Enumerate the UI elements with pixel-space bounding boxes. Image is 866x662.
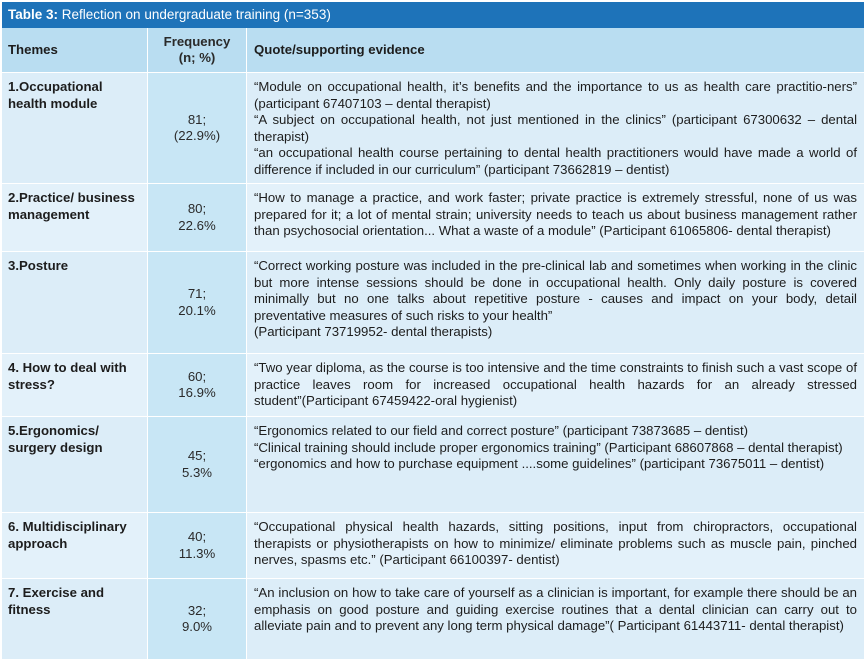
row-quotes xyxy=(247,513,864,579)
row-frequency-pct: 22.6% xyxy=(178,217,216,233)
row-quotes xyxy=(247,184,864,252)
row-quotes xyxy=(247,73,864,184)
table-title-text: Reflection on undergraduate training (n=353) xyxy=(58,7,331,22)
row-quotes xyxy=(247,417,864,513)
row-quote: “Ergonomics related to our field and correct posture” (participant 73873685 – dentist) xyxy=(254,423,749,438)
row-frequency xyxy=(148,579,247,660)
row-frequency-pct: 16.9% xyxy=(178,385,216,400)
row-theme: 2.Practice/ business management xyxy=(2,184,148,252)
table-row xyxy=(2,417,864,513)
row-quotes xyxy=(247,252,864,354)
row-frequency-pct: 20.1% xyxy=(178,302,216,318)
row-quote: “ergonomics and how to purchase equipment ....some guidelines” (participant 73675011 – dentist) xyxy=(254,456,825,472)
table-title xyxy=(2,2,864,28)
table-row xyxy=(2,354,864,417)
row-theme: 5.Ergonomics/ surgery design xyxy=(2,417,148,513)
header-frequency-line2: (n; %) xyxy=(178,50,216,65)
row-theme: 6. Multidisciplinary approach xyxy=(2,513,148,579)
table-row xyxy=(2,184,864,252)
header-themes: Themes xyxy=(2,28,148,73)
row-quotes xyxy=(247,354,864,417)
row-theme: 4. How to deal with stress? xyxy=(2,354,148,417)
row-frequency-pct: 5.3% xyxy=(181,464,213,480)
row-frequency-n: 60; xyxy=(187,368,207,384)
header-quote: Quote/supporting evidence xyxy=(247,28,864,73)
table-row xyxy=(2,73,864,184)
row-quote: “A subject on occupational health, not just mentioned in the clinics” (participant 67300632 – dental therapist) xyxy=(254,112,857,144)
row-frequency-pct: 11.3% xyxy=(178,545,216,561)
row-frequency-n: 80; xyxy=(187,201,207,216)
row-frequency-n: 81; xyxy=(187,111,207,127)
row-frequency-pct: (22.9%) xyxy=(173,128,221,143)
row-frequency-n: 45; xyxy=(187,448,207,463)
row-quote: “Correct working posture was included in the pre-clinical lab and sometimes when working in the clinic but more intense sessions should be done in occupational health. Only daily posture is covered minimally but no one talks about repetitive posture - causes and impact on your body, detail preventative measures of such risks to your health” xyxy=(254,258,857,323)
row-frequency xyxy=(148,513,247,579)
header-frequency xyxy=(148,28,247,73)
table-row xyxy=(2,513,864,579)
row-frequency xyxy=(148,417,247,513)
row-theme: 1.Occupational health module xyxy=(2,73,148,184)
row-theme: 7. Exercise and fitness xyxy=(2,579,148,660)
row-frequency xyxy=(148,184,247,252)
row-frequency-n: 71; xyxy=(187,286,207,301)
row-quote: (Participant 73719952- dental therapists) xyxy=(254,324,493,340)
row-frequency xyxy=(148,252,247,354)
row-frequency-n: 32; xyxy=(187,602,207,618)
row-quote: “Occupational physical health hazards, sitting positions, input from chiropractors, occupational therapists or physiotherapists on how to minimize/ eliminate problems such as muscle pain, pinched nerves, spasms etc.” (Participant 66100397- dentist) xyxy=(254,519,857,568)
row-quote: “Module on occupational health, it’s benefits and the importance to us as health care practitio-ners” (participant 67407103 – dental therapist) xyxy=(254,79,857,111)
row-quote: “Clinical training should include proper ergonomics training” (Participant 68607868 – dental therapist) xyxy=(254,439,843,455)
row-frequency xyxy=(148,354,247,417)
row-theme: 3.Posture xyxy=(2,252,148,354)
row-quote: “Two year diploma, as the course is too intensive and the time constraints to finish such a vast scope of practice leaves room for increased occupational health hazards for an already stressed student”(Participant 67459422-oral hygienist) xyxy=(254,360,857,409)
row-frequency-pct: 9.0% xyxy=(181,619,213,634)
row-frequency-n: 40; xyxy=(187,529,207,544)
header-row xyxy=(2,28,864,73)
header-frequency-line1: Frequency xyxy=(163,33,231,49)
row-quote: “an occupational health course pertaining to dental health practitioners would have made a world of difference if included in our curriculum” (participant 73662819 – dentist) xyxy=(254,145,857,177)
table-row xyxy=(2,252,864,354)
row-quote: “An inclusion on how to take care of yourself as a clinician is important, for example there should be an emphasis on good posture and guiding exercise routines that a dental clinician can carry out to alleviate pain and to prevent any long term physical damage”( Participant 61443711- dental therapist) xyxy=(254,585,857,634)
row-frequency xyxy=(148,73,247,184)
row-quotes xyxy=(247,579,864,660)
row-quote: “How to manage a practice, and work faster; private practice is extremely stressful, none of us was prepared for it; a lot of mental strain; university needs to teach us about business management rather than psychosocial orientation... What a waste of a module” (Participant 61065806- dental therapist) xyxy=(254,190,857,239)
table-row xyxy=(2,579,864,660)
table-title-prefix: Table 3: xyxy=(8,7,59,22)
